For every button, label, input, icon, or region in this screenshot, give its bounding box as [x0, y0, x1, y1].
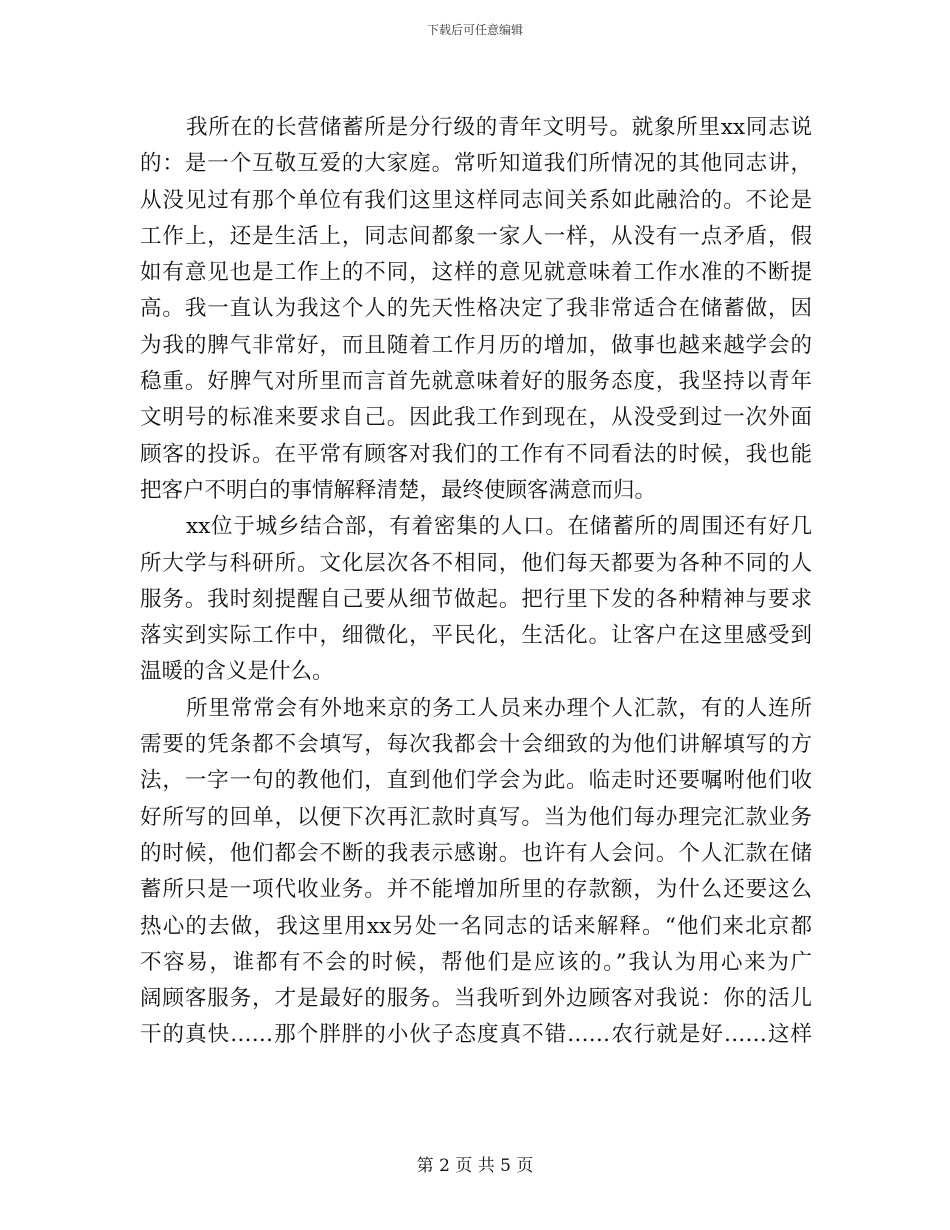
text-line: 落实到实际工作中，细微化，平民化，生活化。让客户在这里感受到 [140, 623, 812, 649]
text-line: 工作上，还是生活上，同志间都象一家人一样，从没有一点矛盾，假 [140, 223, 812, 249]
text-line: 高。我一直认为我这个人的先天性格决定了我非常适合在储蓄做，因 [140, 296, 812, 322]
text-line: 好所写的回单，以便下次再汇款时真写。当为他们每办理完汇款业务 [140, 804, 812, 830]
text-line: 为我的脾气非常好，而且随着工作月历的增加，做事也越来越学会的 [140, 332, 812, 358]
text-line: 文明号的标准来要求自己。因此我工作到现在，从没受到过一次外面 [140, 405, 812, 431]
text-line: 从没见过有那个单位有我们这里这样同志间关系如此融洽的。不论是 [140, 187, 812, 213]
paragraph-3 [140, 691, 812, 1054]
text-line: 所里常常会有外地来京的务工人员来办理个人汇款，有的人连所 [186, 695, 812, 721]
text-line: 服务。我时刻提醒自己要从细节做起。把行里下发的各种精神与要求 [140, 586, 812, 612]
text-line: 的时候，他们都会不断的我表示感谢。也许有人会问。个人汇款在储 [140, 840, 812, 866]
text-line: 把客户不明白的事情解释清楚，最终使顾客满意而归。 [140, 477, 657, 503]
text-line: 稳重。好脾气对所里而言首先就意味着好的服务态度，我坚持以青年 [140, 369, 812, 395]
document-body [140, 110, 812, 1054]
text-line: xx位于城乡结合部，有着密集的人口。在储蓄所的周围还有好几 [186, 514, 812, 540]
text-line: 温暖的含义是什么。 [140, 659, 334, 685]
text-line: 热心的去做，我这里用xx另处一名同志的话来解释。“他们来北京都 [140, 913, 812, 939]
paragraph-1 [140, 110, 812, 509]
text-line: 顾客的投诉。在平常有顾客对我们的工作有不同看法的时候，我也能 [140, 441, 812, 467]
text-line: 阔顾客服务，才是最好的服务。当我听到外边顾客对我说：你的活儿 [140, 986, 812, 1012]
page-header: 下载后可任意编辑 [426, 23, 523, 37]
text-line: 所大学与科研所。文化层次各不相同，他们每天都要为各种不同的人 [140, 550, 812, 576]
text-line: 不容易，谁都有不会的时候，帮他们是应该的。”我认为用心来为广 [140, 949, 812, 975]
text-line: 蓄所只是一项代收业务。并不能增加所里的存款额，为什么还要这么 [140, 877, 812, 903]
paragraph-2 [140, 509, 812, 690]
text-line: 法，一字一句的教他们，直到他们学会为此。临走时还要嘱咐他们收 [140, 768, 812, 794]
text-line: 需要的凭条都不会填写，每次我都会十会细致的为他们讲解填写的方 [140, 732, 812, 758]
text-line: 的：是一个互敬互爱的大家庭。常听知道我们所情况的其他同志讲， [140, 151, 812, 177]
page-number-footer: 第 2 页 共 5 页 [416, 1156, 534, 1176]
text-line: 如有意见也是工作上的不同，这样的意见就意味着工作水准的不断提 [140, 260, 812, 286]
text-line: 我所在的长营储蓄所是分行级的青年文明号。就象所里xx同志说 [186, 115, 812, 140]
text-line: 干的真快……那个胖胖的小伙子态度真不错……农行就是好……这样 [140, 1022, 812, 1048]
